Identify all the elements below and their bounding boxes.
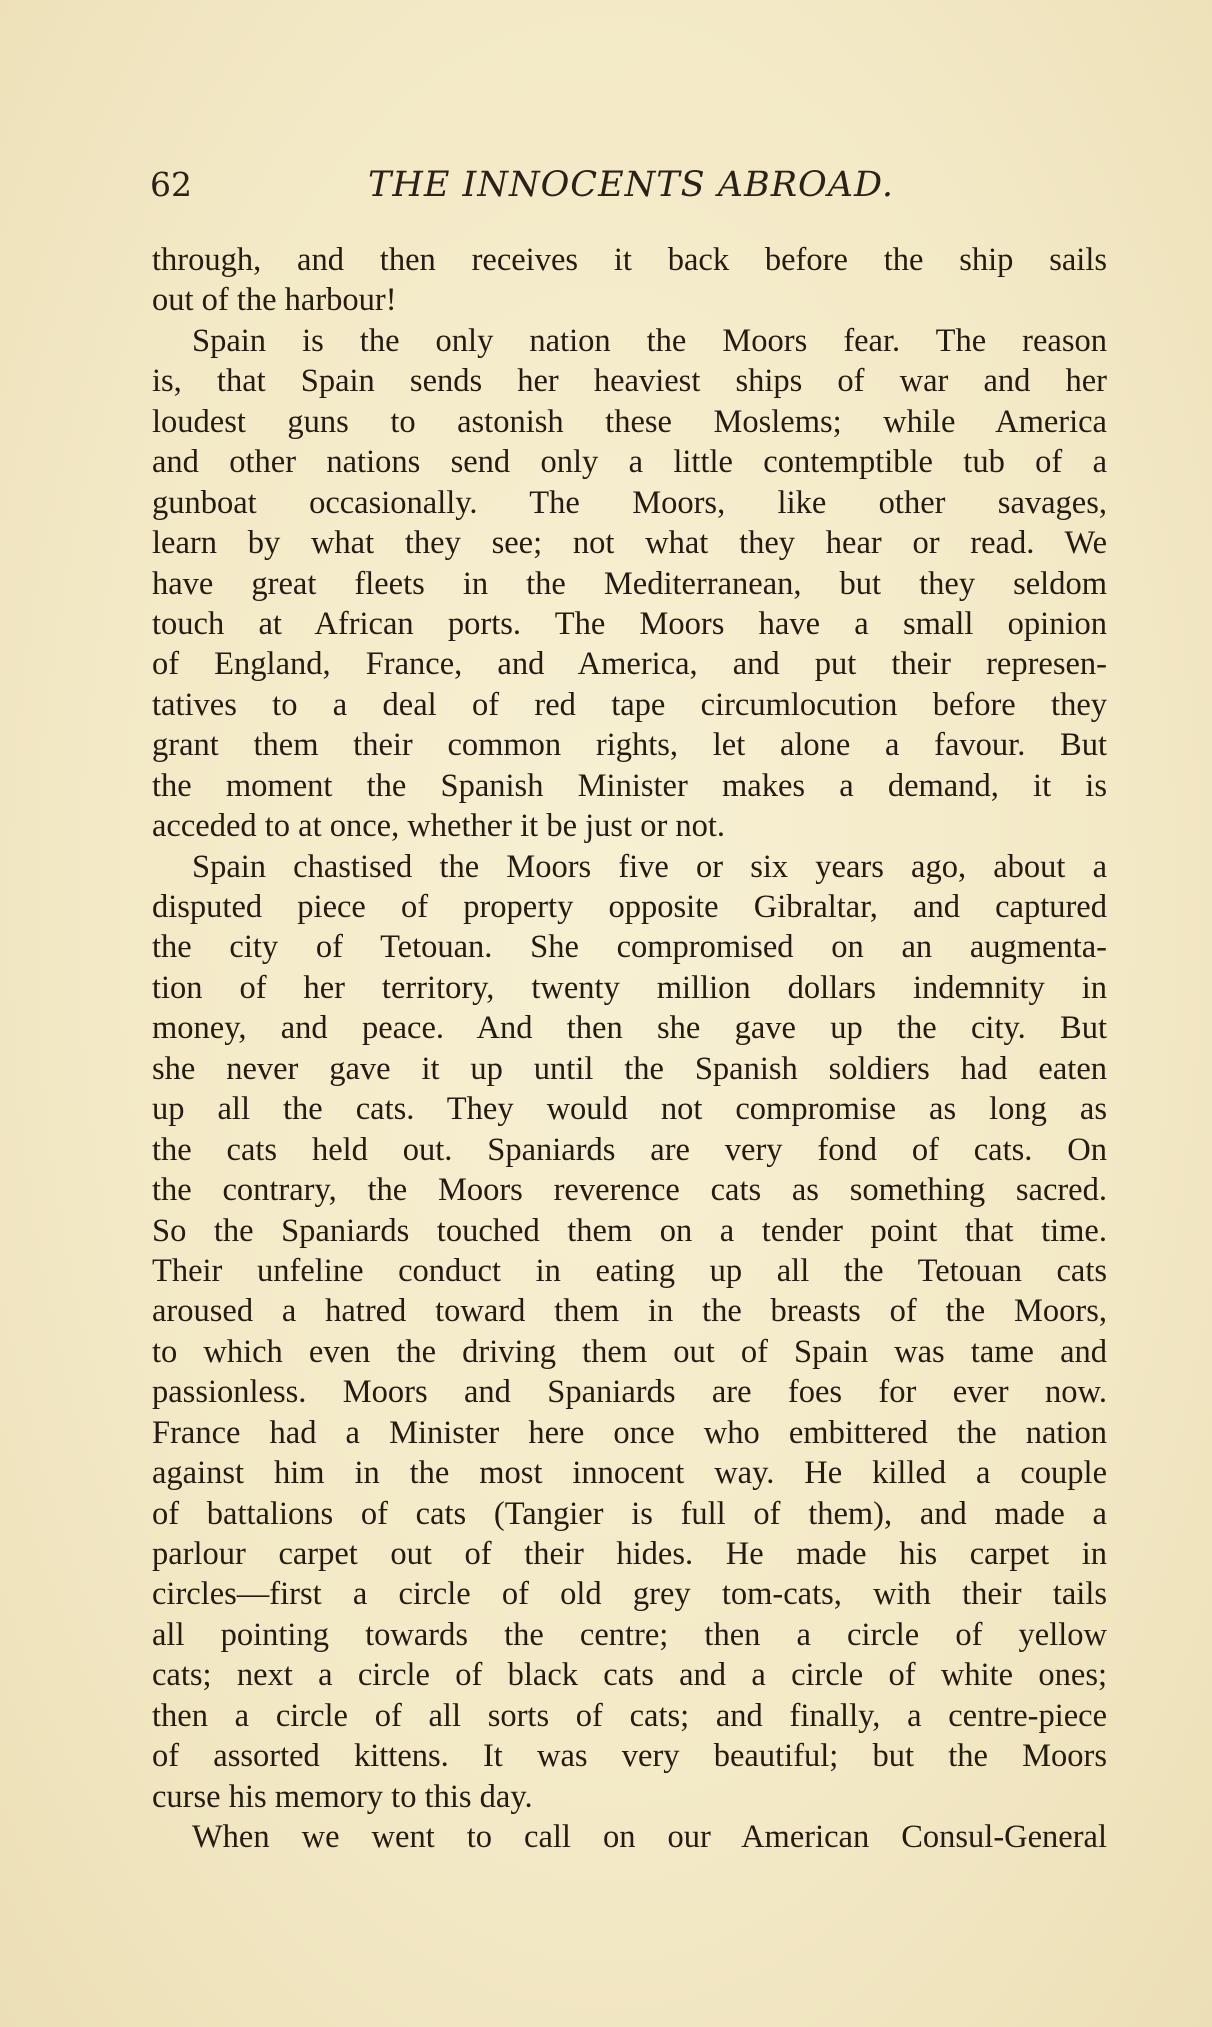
text-line: of assorted kittens. It was very beautiful; but the Moors bbox=[152, 1738, 1107, 1775]
text-line: through, and then receives it back before the ship sails bbox=[152, 242, 1107, 278]
text-line: So the Spaniards touched them on a tender point that time. bbox=[152, 1212, 1107, 1249]
running-title: THE INNOCENTS ABROAD. bbox=[368, 165, 894, 205]
text-line: she never gave it up until the Spanish soldiers had eaten bbox=[152, 1050, 1107, 1087]
text-line: all pointing towards the centre; then a circle of yellow bbox=[152, 1616, 1107, 1653]
text-line: against him in the most innocent way. He killed a couple bbox=[152, 1455, 1107, 1492]
text-line: tion of her territory, twenty million dollars indemnity in bbox=[152, 969, 1107, 1006]
text-line: disputed piece of property opposite Gibraltar, and captured bbox=[152, 889, 1107, 925]
text-line: Their unfeline conduct in eating up all the Tetouan cats bbox=[152, 1252, 1107, 1289]
text-line: of England, France, and America, and put their represen- bbox=[152, 646, 1107, 683]
page-number: 62 bbox=[150, 165, 192, 204]
text-line: touch at African ports. The Moors have a small opinion bbox=[152, 605, 1107, 642]
text-line: loudest guns to astonish these Moslems; while America bbox=[152, 403, 1107, 440]
body-text bbox=[152, 240, 1107, 1858]
text-line: of battalions of cats (Tangier is full of them), and made a bbox=[152, 1495, 1107, 1532]
text-line: up all the cats. They would not compromise as long as bbox=[152, 1091, 1107, 1128]
text-line: out of the harbour! bbox=[152, 282, 397, 319]
text-line: parlour carpet out of their hides. He made his carpet in bbox=[152, 1536, 1107, 1572]
text-line: grant them their common rights, let alone a favour. But bbox=[152, 727, 1107, 764]
text-line: Spain is the only nation the Moors fear. The reason bbox=[192, 322, 1107, 359]
text-line: money, and peace. And then she gave up the city. But bbox=[152, 1010, 1107, 1047]
text-line: cats; next a circle of black cats and a circle of white ones; bbox=[152, 1657, 1107, 1694]
text-line: When we went to call on our American Consul-General bbox=[192, 1819, 1107, 1856]
text-line: aroused a hatred toward them in the breasts of the Moors, bbox=[152, 1293, 1107, 1330]
text-line: have great fleets in the Mediterranean, but they seldom bbox=[152, 565, 1107, 602]
page-header bbox=[150, 160, 1110, 210]
text-line: learn by what they see; not what they hear or read. We bbox=[152, 525, 1107, 562]
text-line: passionless. Moors and Spaniards are foes for ever now. bbox=[152, 1374, 1107, 1411]
text-line: tatives to a deal of red tape circumlocution before they bbox=[152, 686, 1107, 723]
text-line: Spain chastised the Moors five or six years ago, about a bbox=[192, 848, 1107, 885]
text-line: and other nations send only a little contemptible tub of a bbox=[152, 444, 1107, 481]
text-line: gunboat occasionally. The Moors, like other savages, bbox=[152, 484, 1107, 521]
text-line: the city of Tetouan. She compromised on an augmenta- bbox=[152, 929, 1107, 966]
text-line: circles—first a circle of old grey tom-cats, with their tails bbox=[152, 1576, 1107, 1613]
text-line: the cats held out. Spaniards are very fond of cats. On bbox=[152, 1131, 1107, 1168]
text-line: then a circle of all sorts of cats; and finally, a centre-piece bbox=[152, 1697, 1107, 1734]
text-line: curse his memory to this day. bbox=[152, 1778, 533, 1815]
text-line: to which even the driving them out of Spain was tame and bbox=[152, 1333, 1107, 1370]
text-line: the contrary, the Moors reverence cats as something sacred. bbox=[152, 1172, 1107, 1209]
text-line: acceded to at once, whether it be just or not. bbox=[152, 808, 726, 845]
text-line: is, that Spain sends her heaviest ships of war and her bbox=[152, 363, 1107, 400]
text-line: France had a Minister here once who embittered the nation bbox=[152, 1414, 1107, 1451]
text-line: the moment the Spanish Minister makes a demand, it is bbox=[152, 767, 1107, 804]
